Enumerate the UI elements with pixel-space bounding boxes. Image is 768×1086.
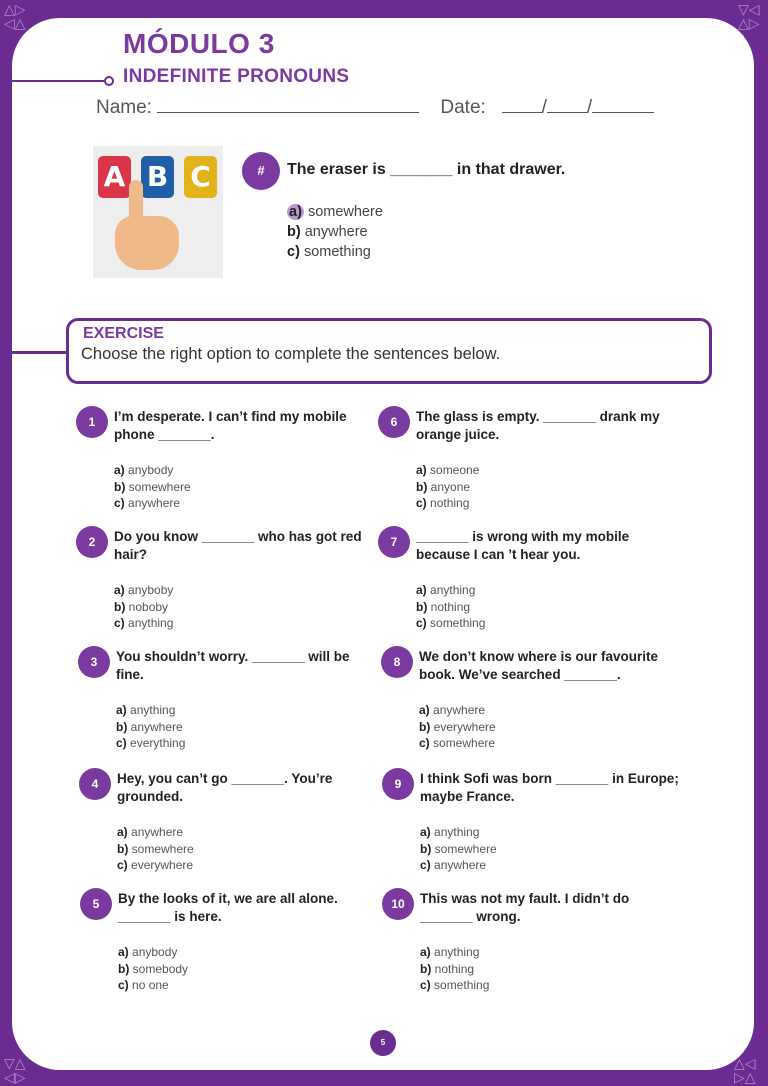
answer-option[interactable] [416,599,485,616]
option-text: somewhere [131,841,194,856]
topic-title: INDEFINITE PRONOUNS [123,66,350,87]
option-letter: a) [420,945,431,959]
answer-option[interactable] [420,961,489,978]
option-text: anybody [132,945,178,959]
answer-option[interactable] [116,735,185,752]
option-letter: a) [114,583,125,597]
answer-option[interactable] [420,841,497,858]
option-text: anyboby [128,583,174,597]
question-text: I’m desperate. I can’t find my mobile phone _______. [114,409,347,442]
option-letter: c) [114,616,125,630]
answer-option[interactable] [117,824,194,841]
answer-options [114,582,173,632]
answer-option[interactable] [116,702,185,719]
example-option[interactable] [287,222,383,242]
answer-options [420,944,489,994]
question-number-badge: 2 [76,526,108,558]
option-letter: c) [419,736,430,750]
pointing-finger [129,180,143,238]
question-text: _______ is wrong with my mobile because I can ’t hear you. [416,529,630,562]
hand-palm [115,216,179,270]
answer-options [117,824,194,874]
abc-keys-illustration [93,146,223,278]
question-number-badge: 6 [378,406,410,438]
option-text: anywhere [304,224,368,240]
answer-option[interactable] [114,599,173,616]
option-text: nothing [434,961,475,976]
option-text: somebody [132,961,189,976]
option-letter: b) [416,479,428,494]
option-letter: b) [420,841,432,856]
answer-options [114,462,191,512]
option-text: anywhere [434,858,487,872]
option-text: something [434,978,490,992]
date-year-field[interactable] [592,96,654,113]
answer-option[interactable] [116,719,185,736]
question-text: I think Sofi was born _______ in Europe; maybe France. [420,771,679,804]
option-text: nothing [430,599,471,614]
answer-option[interactable] [419,735,496,752]
option-text: something [430,616,486,630]
question-text: The glass is empty. _______ drank my orange juice. [416,409,660,442]
option-letter: a) [116,703,127,717]
example-badge: # [242,152,280,190]
key-b: B [141,156,174,198]
question-number-badge: 1 [76,406,108,438]
option-letter: b) [416,599,428,614]
option-letter: b) [114,479,126,494]
title-accent-dot [104,76,114,86]
option-letter: b) [287,224,301,240]
decorative-triangles: △▷ ◁△ [4,1,26,31]
option-text: anyone [430,479,471,494]
title-accent-line [0,80,104,82]
answer-options [419,702,496,752]
option-text: anywhere [128,496,181,510]
option-text: someone [430,463,480,477]
option-letter: a) [416,463,427,477]
question-number-badge: 10 [382,888,414,920]
exercise-box [66,318,712,384]
question-text: This was not my fault. I didn’t do _______ wrong. [420,891,630,924]
exercise-accent-line [0,351,68,354]
option-letter: c) [416,496,427,510]
option-text: everything [130,736,186,750]
question-number-badge: 4 [79,768,111,800]
answer-option[interactable] [118,944,188,961]
exercise-instruction: Choose the right option to complete the sentences below. [81,345,501,363]
question-text: We don’t know where is our favourite book. We’ve searched _______. [419,649,659,682]
name-field[interactable] [157,96,419,113]
option-letter: c) [420,978,431,992]
option-text: noboby [128,599,169,614]
option-letter: a) [416,583,427,597]
option-text: anything [130,703,176,717]
selected-option-letter: a) [289,204,302,220]
answer-option[interactable] [118,977,188,994]
answer-options [420,824,497,874]
answer-option[interactable] [114,479,191,496]
date-label: Date: [440,97,486,118]
answer-option[interactable] [420,944,489,961]
option-text: anywhere [131,825,184,839]
name-date-row [96,96,654,119]
question-text: By the looks of it, we are all alone. _______ is here. [118,891,338,924]
option-text: anywhere [130,719,183,734]
question-number-badge: 7 [378,526,410,558]
option-letter: b) [114,599,126,614]
name-label: Name: [96,97,152,118]
option-text: somewhere [434,841,497,856]
example-options [287,202,383,262]
option-text: anybody [128,463,174,477]
example-question: The eraser is _______ in that drawer. [287,161,566,178]
question-text: Hey, you can’t go _______. You’re grounded. [117,771,333,804]
answer-options [416,582,485,632]
option-text: anything [128,616,174,630]
option-text: no one [132,978,169,992]
answer-option[interactable] [416,615,485,632]
option-text: something [303,244,371,260]
option-text: anything [434,825,480,839]
option-letter: c) [416,616,427,630]
answer-option[interactable] [416,462,479,479]
option-letter: a) [420,825,431,839]
option-text: everywhere [131,858,194,872]
option-letter: c) [116,736,127,750]
page-number: 5 [370,1030,396,1056]
answer-option[interactable] [114,582,173,599]
option-letter: b) [117,841,129,856]
question-number-badge: 3 [78,646,110,678]
decorative-triangles: ▽△ ◁▷ [4,1055,26,1085]
key-c: C [184,156,217,198]
option-letter: b) [419,719,431,734]
answer-option[interactable] [420,857,497,874]
option-text: anything [430,583,476,597]
option-letter: c) [118,978,129,992]
question-text: You shouldn’t worry. _______ will be fine. [116,649,350,682]
answer-option[interactable] [419,719,496,736]
answer-option[interactable] [118,961,188,978]
option-text: somewhere [307,204,383,220]
module-title: MÓDULO 3 [123,28,275,59]
option-text: nothing [430,496,470,510]
answer-option[interactable] [117,841,194,858]
worksheet-page [12,18,754,1070]
question-number-badge: 8 [381,646,413,678]
exercise-title: EXERCISE [83,325,164,342]
question-number-badge: 9 [382,768,414,800]
answer-option[interactable] [419,702,496,719]
decorative-triangles: △◁ ▷△ [734,1055,756,1085]
answer-option[interactable] [117,857,194,874]
option-letter: b) [116,719,128,734]
answer-option[interactable] [420,824,497,841]
option-letter: c) [420,858,431,872]
option-text: somewhere [433,736,496,750]
example-option[interactable] [287,242,383,262]
answer-option[interactable] [420,977,489,994]
option-letter: c) [287,244,300,260]
option-text: anything [434,945,480,959]
answer-options [116,702,185,752]
answer-option[interactable] [416,495,479,512]
option-text: everywhere [433,719,496,734]
question-number-badge: 5 [80,888,112,920]
option-letter: b) [118,961,130,976]
option-letter: c) [114,496,125,510]
example-option[interactable] [287,202,383,222]
option-letter: a) [118,945,129,959]
answer-option[interactable] [114,462,191,479]
date-month-field[interactable] [547,96,587,113]
option-letter: a) [114,463,125,477]
option-text: somewhere [128,479,191,494]
answer-option[interactable] [416,479,479,496]
option-text: anywhere [433,703,486,717]
answer-options [416,462,479,512]
answer-options [118,944,188,994]
option-letter: c) [117,858,128,872]
option-letter: a) [419,703,430,717]
date-day-field[interactable] [502,96,542,113]
date-separator: / [586,97,593,118]
date-separator: / [541,97,547,118]
option-letter: b) [420,961,432,976]
key-a: A [98,156,131,198]
answer-option[interactable] [114,615,173,632]
question-text: Do you know _______ who has got red hair? [114,529,362,562]
answer-option[interactable] [416,582,485,599]
answer-option[interactable] [114,495,191,512]
option-letter: a) [117,825,128,839]
decorative-triangles: ▽◁ △▷ [738,1,760,31]
